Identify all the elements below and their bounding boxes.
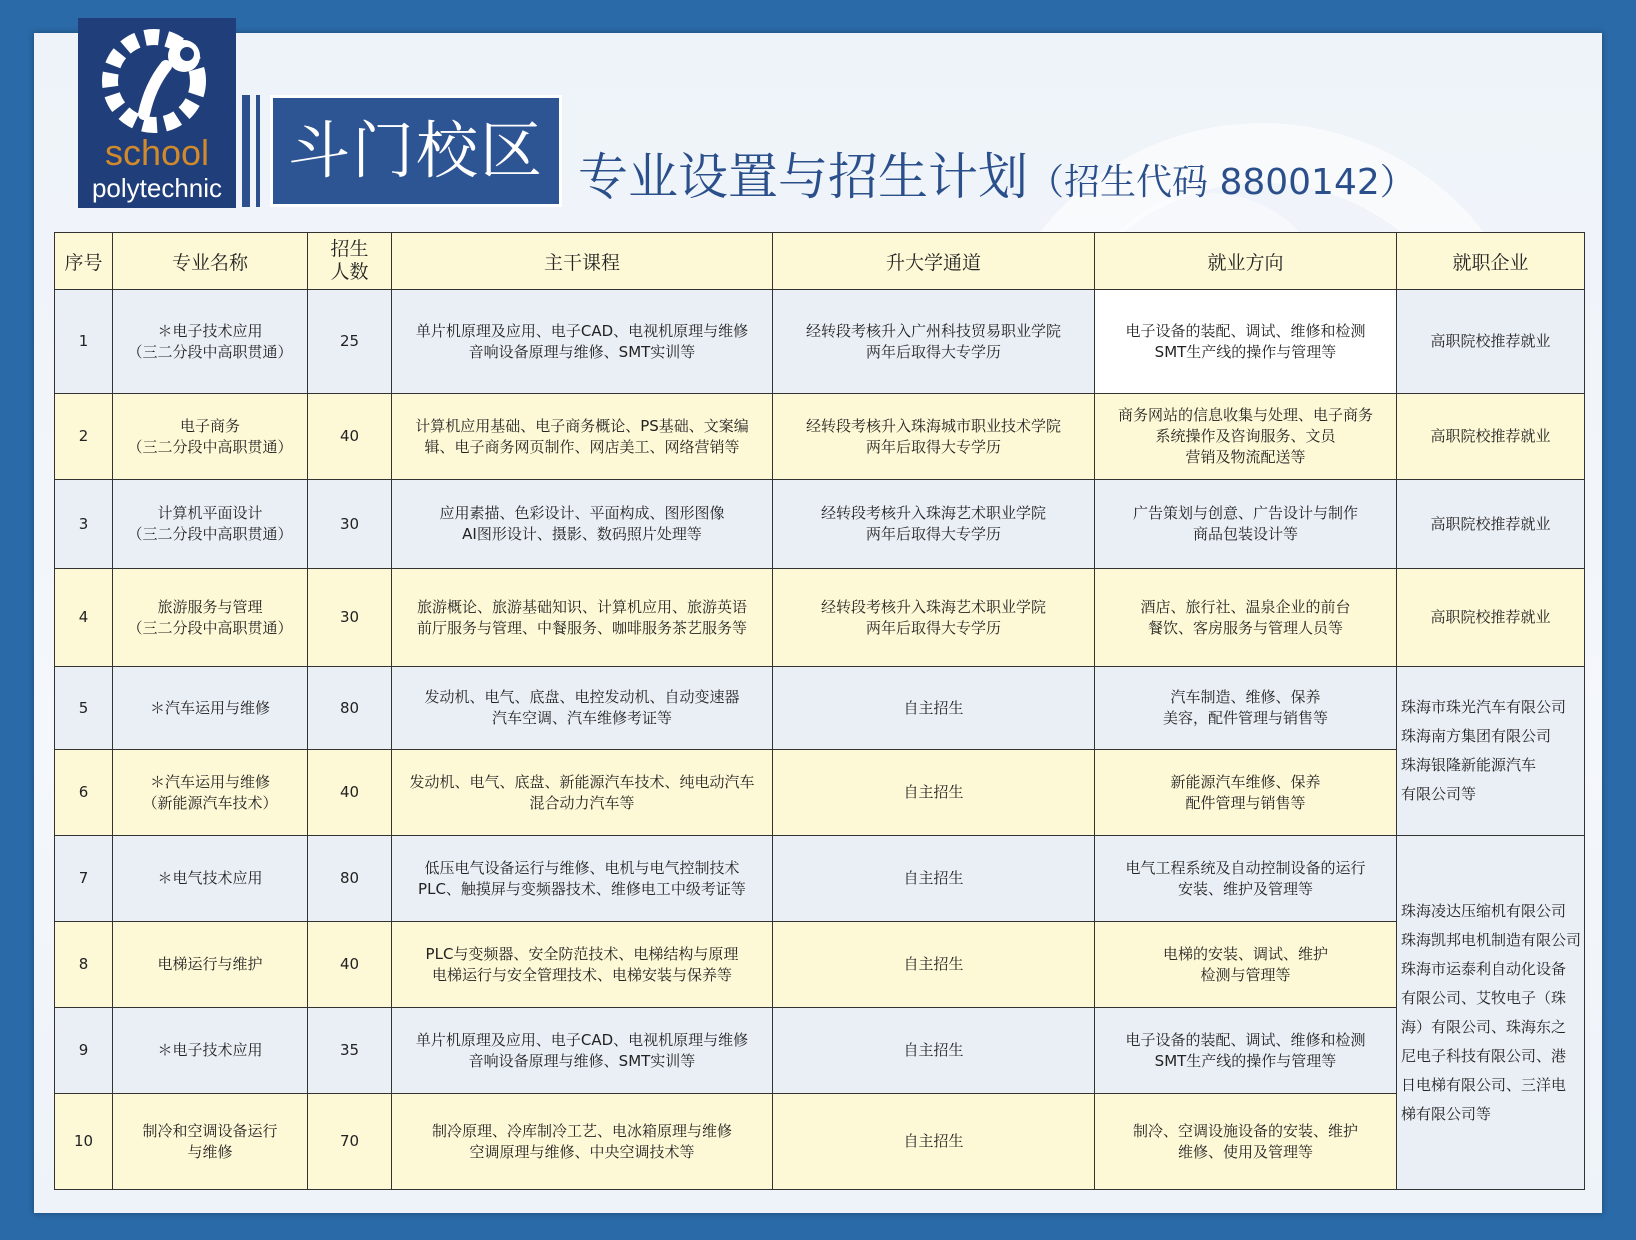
cell-courses-line: 汽车空调、汽车维修考证等: [491, 709, 672, 727]
cell-employer: 高职院校推荐就业: [1397, 480, 1585, 569]
cell-courses-line: 辑、电子商务网页制作、网店美工、网络营销等: [424, 437, 740, 456]
cell-index: 7: [55, 836, 113, 922]
cell-career-line: 商品包装设计等: [1192, 525, 1298, 543]
cell-career-line: 电子设备的装配、调试、维修和检测: [1125, 321, 1366, 340]
cell-employer-group-line: 珠海凌达压缩机有限公司: [1401, 901, 1567, 920]
cell-courses-line: 混合动力汽车等: [529, 793, 635, 812]
cell-pathway: [773, 394, 1095, 480]
cell-index: 5: [55, 667, 113, 750]
cell-career-line: 酒店、旅行社、温泉企业的前台: [1140, 597, 1351, 616]
cell-index: 1: [55, 290, 113, 394]
cell-courses-line: PLC与变频器、安全防范技术、电梯结构与原理: [425, 944, 739, 963]
cell-career: [1095, 667, 1397, 750]
cell-major: [113, 836, 308, 922]
cell-pathway: [773, 750, 1095, 836]
cell-major-line: 旅游服务与管理: [157, 597, 263, 616]
cell-courses: [392, 394, 773, 480]
cell-major-line: ＊电子技术应用: [157, 1041, 263, 1059]
cell-quota: 25: [308, 290, 392, 394]
plan-table-wrapper: [54, 232, 1584, 1190]
cell-pathway-line: 自主招生: [903, 869, 964, 887]
cell-major-line: 电子商务: [179, 416, 240, 435]
cell-career: [1095, 569, 1397, 667]
cell-courses-line: 应用素描、色彩设计、平面构成、图形图像: [439, 504, 725, 522]
cell-quota: 40: [308, 394, 392, 480]
table-row: [55, 836, 1585, 922]
cell-major-line: ＊电气技术应用: [157, 869, 263, 887]
cell-major: [113, 480, 308, 569]
cell-employer-group-line: 海）有限公司、珠海东之: [1401, 1017, 1567, 1036]
cell-major-line: 计算机平面设计: [157, 504, 263, 522]
cell-employer-group: [1397, 836, 1585, 1190]
cell-quota: 40: [308, 922, 392, 1008]
cell-courses-line: PLC、触摸屏与变频器技术、维修电工中级考证等: [418, 879, 746, 898]
table-row: [55, 1008, 1585, 1094]
cell-career-line: 电子设备的装配、调试、维修和检测: [1125, 1030, 1366, 1049]
cell-pathway-line: 两年后取得大专学历: [865, 342, 1001, 361]
logo-school-text: school: [104, 132, 210, 173]
header-employer: 就职企业: [1397, 233, 1585, 290]
cell-quota: 30: [308, 569, 392, 667]
header-quota: [308, 233, 392, 290]
cell-employer-group-line: 珠海凯邦电机制造有限公司: [1401, 930, 1582, 949]
cell-major: [113, 1094, 308, 1190]
header-courses: 主干课程: [392, 233, 773, 290]
cell-courses: [392, 667, 773, 750]
cell-courses: [392, 1008, 773, 1094]
divider-bar-thin: [256, 95, 260, 207]
cell-courses-line: 单片机原理及应用、电子CAD、电视机原理与维修: [415, 321, 749, 340]
cell-quota: 80: [308, 836, 392, 922]
cell-employer-group-line: 珠海银隆新能源汽车: [1401, 756, 1537, 774]
cell-courses: [392, 290, 773, 394]
cell-major: [113, 1008, 308, 1094]
cell-courses-line: 音响设备原理与维修、SMT实训等: [468, 1051, 696, 1070]
cell-courses-line: 电梯运行与安全管理技术、电梯安装与保养等: [431, 965, 732, 984]
header-index: 序号: [55, 233, 113, 290]
cell-index: 3: [55, 480, 113, 569]
cell-pathway-line: 自主招生: [903, 1041, 964, 1059]
cell-career-line: 电梯的安装、调试、维护: [1162, 944, 1328, 963]
cell-career-line: 营销及物流配送等: [1185, 448, 1306, 466]
cell-employer-group-line: 珠海市珠光汽车有限公司: [1401, 698, 1567, 716]
cell-quota: 35: [308, 1008, 392, 1094]
cell-career-line: 广告策划与创意、广告设计与制作: [1132, 504, 1358, 522]
header-major: 专业名称: [113, 233, 308, 290]
cell-major: [113, 569, 308, 667]
cell-major-line: 与维修: [187, 1142, 233, 1161]
page-title: [578, 145, 1416, 215]
cell-career: [1095, 480, 1397, 569]
cell-major: [113, 922, 308, 1008]
table-header-row: [55, 233, 1585, 290]
cell-career: [1095, 750, 1397, 836]
cell-pathway-line: 自主招生: [903, 783, 964, 801]
cell-major-line: ＊汽车运用与维修: [149, 698, 270, 717]
cell-index: 8: [55, 922, 113, 1008]
header-career: 就业方向: [1095, 233, 1397, 290]
cell-career-line: 系统操作及咨询服务、文员: [1155, 427, 1336, 445]
cell-pathway-line: 两年后取得大专学历: [865, 525, 1001, 543]
cell-major-line: 电梯运行与维护: [157, 955, 263, 973]
table-row: [55, 1094, 1585, 1190]
cell-major-line: （三二分段中高职贯通）: [127, 437, 293, 456]
cell-career: [1095, 836, 1397, 922]
header-quota-line1: 招生: [330, 238, 369, 260]
cell-pathway-line: 经转段考核升入珠海艺术职业学院: [820, 504, 1046, 522]
table-row: [55, 480, 1585, 569]
cell-employer-group: [1397, 667, 1585, 836]
cell-employer-group-line: 珠海南方集团有限公司: [1401, 727, 1552, 745]
cell-career-line: 维修、使用及管理等: [1177, 1142, 1313, 1161]
cell-courses-line: 音响设备原理与维修、SMT实训等: [468, 342, 696, 361]
cell-pathway-line: 经转段考核升入广州科技贸易职业学院: [805, 321, 1061, 340]
cell-quota: 80: [308, 667, 392, 750]
logo-polytechnic-text: polytechnic: [91, 173, 223, 203]
cell-pathway: [773, 569, 1095, 667]
cell-index: 10: [55, 1094, 113, 1190]
cell-employer-group-line: 日电梯有限公司、三洋电: [1401, 1075, 1567, 1094]
cell-quota: 70: [308, 1094, 392, 1190]
cell-pathway-line: 经转段考核升入珠海艺术职业学院: [820, 597, 1046, 616]
cell-quota: 40: [308, 750, 392, 836]
cell-career-line: 配件管理与销售等: [1185, 793, 1306, 812]
table-row: [55, 290, 1585, 394]
cell-employer-group-line: 尼电子科技有限公司、港: [1401, 1046, 1567, 1065]
table-row: [55, 394, 1585, 480]
cell-employer-group-line: 梯有限公司等: [1401, 1104, 1492, 1123]
cell-career-line: 检测与管理等: [1200, 965, 1291, 984]
cell-courses: [392, 750, 773, 836]
cell-career-line: 商务网站的信息收集与处理、电子商务: [1117, 406, 1373, 424]
cell-career-line: SMT生产线的操作与管理等: [1154, 342, 1337, 361]
header-pathway: 升大学通道: [773, 233, 1095, 290]
cell-courses-line: AI图形设计、摄影、数码照片处理等: [462, 525, 702, 543]
cell-career-line: 新能源汽车维修、保养: [1170, 772, 1321, 791]
cell-major-line: （三二分段中高职贯通）: [127, 525, 293, 543]
cell-pathway: [773, 290, 1095, 394]
cell-courses-line: 计算机应用基础、电子商务概论、PS基础、文案编: [415, 416, 749, 435]
cell-pathway: [773, 480, 1095, 569]
cell-career-line: 汽车制造、维修、保养: [1170, 688, 1321, 706]
divider-bar: [242, 95, 250, 207]
cell-index: 9: [55, 1008, 113, 1094]
cell-quota: 30: [308, 480, 392, 569]
cell-courses-line: 低压电气设备运行与维修、电机与电气控制技术: [424, 858, 740, 877]
cell-major-line: （三二分段中高职贯通）: [127, 618, 293, 637]
cell-major-line: ＊汽车运用与维修: [149, 772, 270, 791]
cell-career: [1095, 394, 1397, 480]
cell-pathway: [773, 836, 1095, 922]
title-main: 专业设置与招生计划: [578, 148, 1028, 206]
cell-major: [113, 394, 308, 480]
cell-pathway-line: 两年后取得大专学历: [865, 618, 1001, 637]
cell-pathway: [773, 1094, 1095, 1190]
cell-index: 6: [55, 750, 113, 836]
cell-courses: [392, 836, 773, 922]
cell-career-line: SMT生产线的操作与管理等: [1154, 1051, 1337, 1070]
cell-career: [1095, 1008, 1397, 1094]
cell-pathway: [773, 1008, 1095, 1094]
cell-courses-line: 旅游概论、旅游基础知识、计算机应用、旅游英语: [416, 597, 747, 616]
campus-badge: 斗门校区: [270, 95, 562, 207]
cell-courses: [392, 1094, 773, 1190]
cell-index: 4: [55, 569, 113, 667]
cell-courses: [392, 922, 773, 1008]
cell-employer-group-line: 有限公司等: [1401, 785, 1477, 803]
cell-pathway-line: 自主招生: [903, 955, 964, 973]
cell-pathway-line: 两年后取得大专学历: [865, 437, 1001, 456]
cell-courses-line: 发动机、电气、底盘、电控发动机、自动变速器: [424, 688, 740, 706]
cell-employer: 高职院校推荐就业: [1397, 290, 1585, 394]
cell-pathway: [773, 667, 1095, 750]
cell-major-line: 制冷和空调设备运行: [142, 1121, 278, 1140]
cell-pathway: [773, 922, 1095, 1008]
cell-career-line: 美容，配件管理与销售等: [1162, 709, 1328, 727]
school-logo: [78, 18, 236, 208]
cell-major-line: ＊电子技术应用: [157, 321, 263, 340]
cell-pathway-line: 自主招生: [903, 1132, 964, 1150]
cell-pathway-line: 经转段考核升入珠海城市职业技术学院: [805, 416, 1061, 435]
cell-courses-line: 空调原理与维修、中央空调技术等: [469, 1142, 695, 1161]
cell-employer: 高职院校推荐就业: [1397, 569, 1585, 667]
table-row: [55, 569, 1585, 667]
cell-employer: 高职院校推荐就业: [1397, 394, 1585, 480]
cell-career-line: 电气工程系统及自动控制设备的运行: [1125, 858, 1366, 877]
header-quota-line2: 人数: [330, 261, 369, 283]
cell-courses-line: 前厅服务与管理、中餐服务、咖啡服务茶艺服务等: [416, 618, 747, 637]
cell-courses-line: 制冷原理、冷库制冷工艺、电冰箱原理与维修: [431, 1121, 732, 1140]
cell-major-line: （三二分段中高职贯通）: [127, 342, 293, 361]
gear-logo-icon: [92, 26, 222, 136]
table-row: [55, 750, 1585, 836]
cell-employer-group-line: 珠海市运泰利自动化设备: [1401, 959, 1567, 978]
cell-index: 2: [55, 394, 113, 480]
plan-table: [54, 232, 1585, 1190]
table-body: [55, 290, 1585, 1190]
cell-career: [1095, 1094, 1397, 1190]
table-row: [55, 922, 1585, 1008]
cell-major: [113, 750, 308, 836]
cell-pathway-line: 自主招生: [903, 698, 964, 717]
cell-career-line: 餐饮、客房服务与管理人员等: [1147, 618, 1343, 637]
table-row: [55, 667, 1585, 750]
cell-career: [1095, 922, 1397, 1008]
enrollment-code: （招生代码 8800142）: [1028, 162, 1416, 203]
cell-courses-line: 单片机原理及应用、电子CAD、电视机原理与维修: [415, 1030, 749, 1049]
cell-career: [1095, 290, 1397, 394]
cell-career-line: 制冷、空调设施设备的安装、维护: [1132, 1121, 1358, 1140]
cell-major-line: （新能源汽车技术）: [142, 793, 278, 812]
cell-career-line: 安装、维护及管理等: [1177, 879, 1313, 898]
cell-courses-line: 发动机、电气、底盘、新能源汽车技术、纯电动汽车: [409, 772, 755, 791]
cell-courses: [392, 480, 773, 569]
cell-employer-group-line: 有限公司、艾牧电子（珠: [1401, 988, 1567, 1007]
cell-major: [113, 290, 308, 394]
cell-courses: [392, 569, 773, 667]
cell-major: [113, 667, 308, 750]
